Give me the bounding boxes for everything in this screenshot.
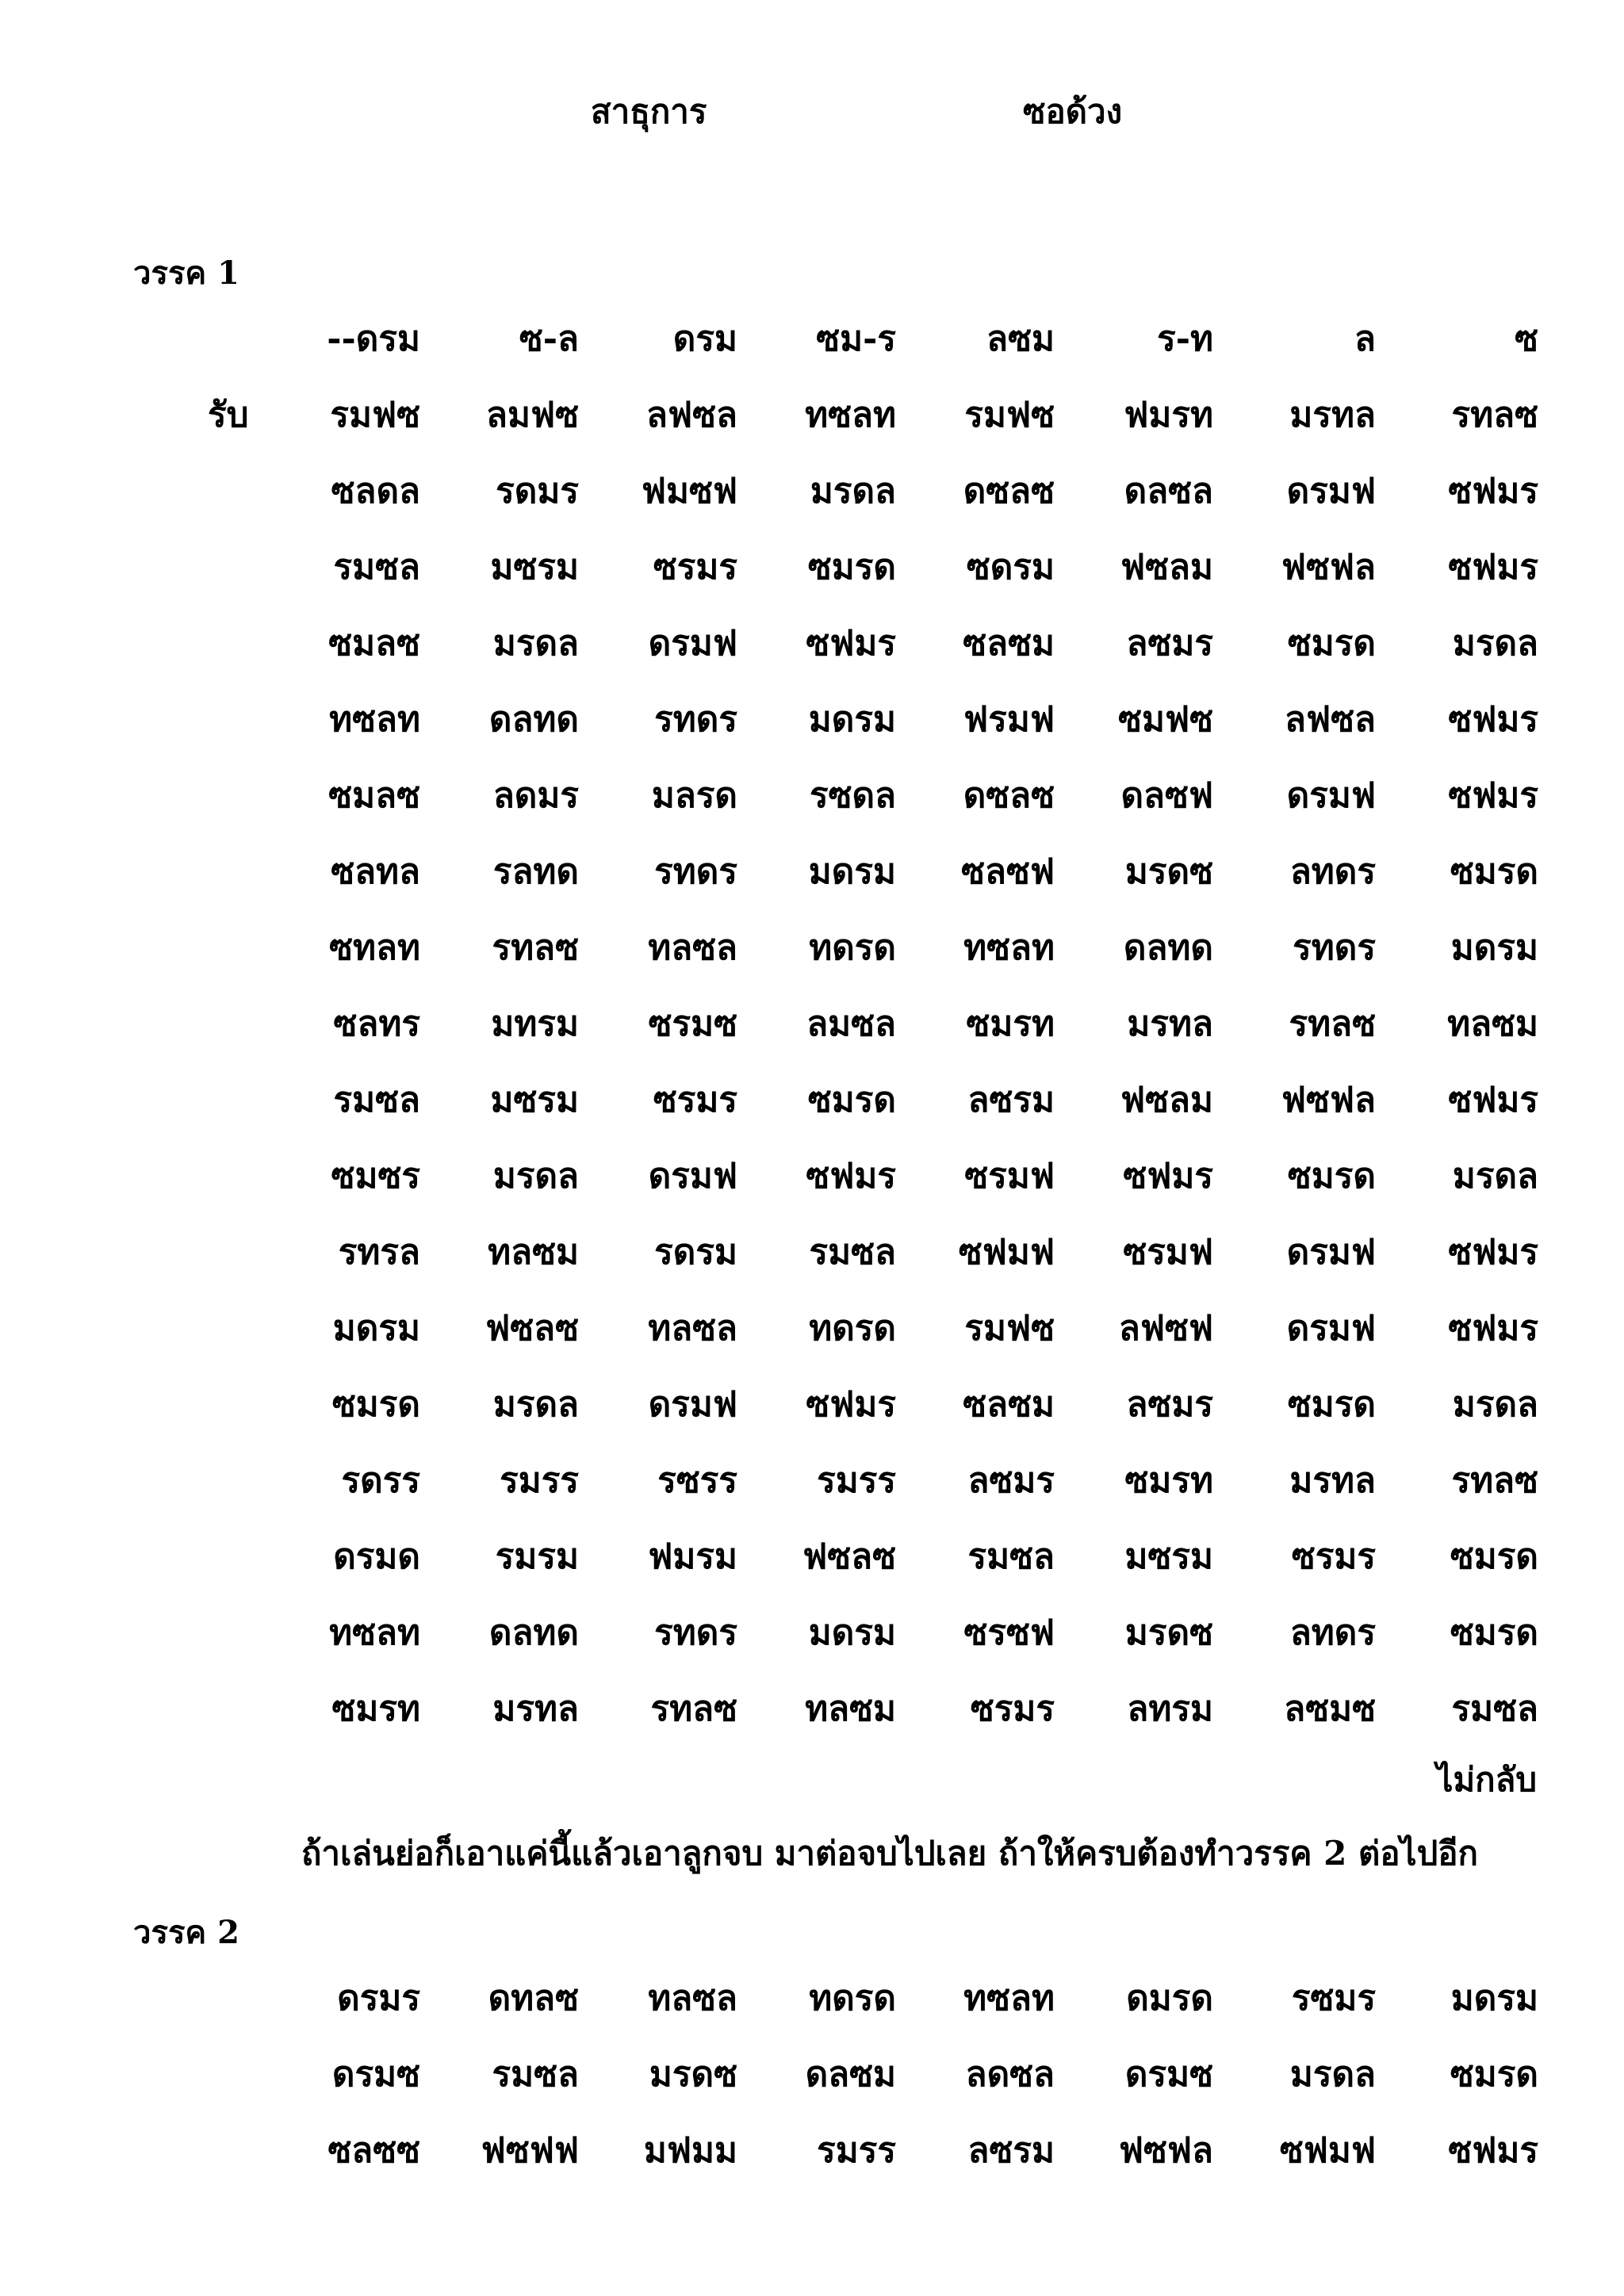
note-group: ลมซล: [806, 1004, 896, 1044]
note-group: ฟซฟฟ: [481, 2130, 579, 2171]
note-group: ฟซลซ: [485, 1308, 579, 1349]
note-group: ลซมร: [1126, 1384, 1213, 1425]
note-group: ดรมฟ: [1286, 1308, 1376, 1349]
notation-row: [0, 1367, 1624, 1443]
note-group: ซดรม: [966, 547, 1055, 587]
note-group: ซฟมร: [1448, 2130, 1538, 2171]
note-group: ดลทด: [1123, 928, 1213, 968]
notation-row: [0, 834, 1624, 910]
note-group: มรทล: [1289, 1460, 1376, 1501]
note-group: ลดมร: [492, 775, 579, 816]
note-group: ฟมรม: [648, 1536, 737, 1577]
note-group: มรทล: [1127, 1004, 1213, 1044]
note-group: มรดล: [810, 471, 896, 511]
note-group: รทลซ: [1451, 395, 1538, 435]
note-group: รทดร: [654, 699, 737, 740]
note-group: รซดล: [809, 775, 896, 816]
notation-row: [0, 986, 1624, 1062]
note-group: รมรร: [817, 1460, 896, 1501]
note-group: ดซลซ: [963, 775, 1055, 816]
notation-row: [0, 1595, 1624, 1671]
note-group: ลดซล: [965, 2054, 1055, 2095]
note-group: ลซม: [986, 319, 1055, 359]
note-group: ลซมซ: [1284, 1689, 1376, 1729]
note-group: ฟรมฟ: [963, 699, 1055, 740]
note-group: รดรม: [654, 1232, 737, 1272]
note-group: ซมรด: [1450, 1613, 1538, 1653]
note-group: ลซรม: [967, 2130, 1055, 2171]
note-group: --ดรม: [327, 319, 420, 359]
note-group: ฟซลม: [1120, 1080, 1213, 1120]
note-group: ดรมฟ: [1286, 1232, 1376, 1272]
note-group: รดรร: [341, 1460, 420, 1501]
note-group: ซลทร: [333, 1004, 420, 1044]
note-group: รมฟซ: [330, 395, 420, 435]
note-group: รทลซ: [650, 1689, 737, 1729]
notation-row: [0, 2113, 1624, 2189]
note-group: ซรซฟ: [963, 1613, 1055, 1653]
note-group: ฟซฟล: [1281, 1080, 1376, 1120]
note-group: ซฟมฟ: [958, 1232, 1055, 1272]
note-group: ทลซม: [1447, 1004, 1538, 1044]
note-group: ทลซล: [648, 1978, 737, 2019]
note-group: ซลซม: [963, 1384, 1055, 1425]
notation-row: [0, 910, 1624, 986]
note-group: ซมรด: [1287, 623, 1376, 664]
note-group: มซรม: [490, 1080, 579, 1120]
note-group: ลทดร: [1289, 1613, 1376, 1653]
note-group: ลซรม: [967, 1080, 1055, 1120]
note-group: ซมรด: [1287, 1384, 1376, 1425]
notation-row: [0, 1215, 1624, 1291]
instruction-note: ถ้าเล่นย่อก็เอาแค่นี้แล้วเอาลูกจบ มาต่อจบไปเลย ถ้าให้ครบต้องทำวรรค 2 ต่อไปอีก: [301, 1834, 1478, 1873]
note-group: ซฟมร: [806, 623, 896, 664]
note-group: ซรมร: [1291, 1536, 1376, 1577]
note-group: ซรมฟ: [1123, 1232, 1213, 1272]
note-group: ฟมซฟ: [641, 471, 737, 511]
note-group: รซรร: [657, 1460, 737, 1501]
note-group: ซมฟซ: [1118, 699, 1213, 740]
note-group: ล: [1354, 319, 1376, 359]
note-group: ลทรม: [1127, 1689, 1213, 1729]
note-group: มรดล: [1452, 623, 1538, 664]
note-group: รทดร: [654, 851, 737, 892]
note-group: มดรม: [808, 699, 896, 740]
note-group: ซมรด: [807, 1080, 896, 1120]
note-group: ซลดล: [331, 471, 420, 511]
note-group: ดรมฟ: [648, 1384, 737, 1425]
note-group: ซรมฟ: [964, 1156, 1055, 1196]
notation-row: [0, 377, 1624, 453]
note-group: มซรม: [490, 547, 579, 587]
notation-row: [0, 1291, 1624, 1367]
note-group: มทรม: [491, 1004, 579, 1044]
notation-row: [0, 301, 1624, 377]
note-group: ดซลซ: [963, 471, 1055, 511]
note-group: มรดล: [1452, 1384, 1538, 1425]
note-group: มลรด: [651, 775, 737, 816]
note-group: ลฟซล: [646, 395, 737, 435]
notation-row: [0, 1062, 1624, 1138]
note-group: ซมรด: [331, 1384, 420, 1425]
note-group: ทซลท: [963, 928, 1055, 968]
note-group: ซมรด: [1287, 1156, 1376, 1196]
note-group: รดมร: [496, 471, 579, 511]
note-group: ทดรด: [809, 928, 896, 968]
note-group: มรดล: [492, 1384, 579, 1425]
note-group: ซมรด: [807, 547, 896, 587]
note-group: ดลซล: [1124, 471, 1213, 511]
notation-row: [0, 1138, 1624, 1215]
note-group: ซฟมร: [1123, 1156, 1213, 1196]
note-group: ทลซล: [648, 1308, 737, 1349]
note-group: ซมรด: [1450, 851, 1538, 892]
note-group: ดรมซ: [1124, 2054, 1213, 2095]
note-group: ซรมร: [653, 547, 737, 587]
note-group: ซ-ล: [519, 319, 579, 359]
note-group: ซลซฟ: [961, 851, 1055, 892]
note-group: รมซล: [1451, 1689, 1538, 1729]
note-group: ทลซม: [805, 1689, 896, 1729]
note-group: ดรม: [672, 319, 737, 359]
note-group: ซมลซ: [328, 775, 420, 816]
note-group: รมฟซ: [964, 1308, 1055, 1349]
notation-row: [0, 1671, 1624, 1747]
section-2-title: วรรค 2: [133, 1914, 239, 1951]
note-group: ทซลท: [329, 1613, 420, 1653]
note-group: ดรมด: [333, 1536, 420, 1577]
note-group: ทดรด: [809, 1308, 896, 1349]
note-group: มฟมม: [643, 2130, 737, 2171]
notation-row: [0, 1519, 1624, 1595]
note-group: ซฟมร: [1448, 1232, 1538, 1272]
notation-row: [0, 1443, 1624, 1519]
notation-row: [0, 453, 1624, 530]
note-group: ซฟมร: [806, 1384, 896, 1425]
note-group: ซลทล: [331, 851, 420, 892]
note-group: มรดซ: [1124, 851, 1213, 892]
note-group: รมรม: [495, 1536, 579, 1577]
notation-row: [0, 682, 1624, 758]
note-group: ซรมร: [653, 1080, 737, 1120]
note-group: ลซมร: [1126, 623, 1213, 664]
page-header: [0, 86, 1624, 149]
note-group: ฟซลม: [1120, 547, 1213, 587]
note-group: รมซล: [967, 1536, 1055, 1577]
note-group: มดรม: [808, 1613, 896, 1653]
note-group: มดรม: [808, 851, 896, 892]
note-group: มรดซ: [649, 2054, 737, 2095]
end-label: ไม่กลับ: [1436, 1760, 1537, 1799]
note-group: ซฟมร: [1448, 1080, 1538, 1120]
note-group: ฟซฟล: [1281, 547, 1376, 587]
note-group: ลซมร: [967, 1460, 1055, 1501]
note-group: รทรล: [338, 1232, 420, 1272]
note-group: ดมรด: [1126, 1978, 1213, 2019]
note-group: ทลซม: [488, 1232, 579, 1272]
note-group: ลทดร: [1289, 851, 1376, 892]
note-group: ดรมฟ: [648, 1156, 737, 1196]
note-group: รมรร: [817, 2130, 896, 2171]
note-group: มซรม: [1124, 1536, 1213, 1577]
note-group: ซฟมร: [1448, 1308, 1538, 1349]
note-group: รมรร: [500, 1460, 579, 1501]
note-group: ดทลซ: [488, 1978, 579, 2019]
note-group: ดรมซ: [331, 2054, 420, 2095]
note-group: ฟซฟล: [1118, 2130, 1213, 2171]
note-group: ลฟซล: [1285, 699, 1376, 740]
section-2-grid: [0, 1961, 1624, 2189]
note-group: ซมซร: [331, 1156, 420, 1196]
note-group: ทซลท: [805, 395, 896, 435]
note-group: รลทด: [492, 851, 579, 892]
note-group: ดรมฟ: [1286, 471, 1376, 511]
note-group: ทลซล: [648, 928, 737, 968]
note-group: ซฟมร: [806, 1156, 896, 1196]
note-group: ซฟมร: [1448, 775, 1538, 816]
notation-row: [0, 1961, 1624, 2037]
note-group: รมซล: [809, 1232, 896, 1272]
note-group: มรดล: [492, 623, 579, 664]
note-group: ซมรท: [331, 1689, 420, 1729]
note-group: ดรมฟ: [648, 623, 737, 664]
note-group: ซฟมร: [1448, 547, 1538, 587]
note-group: รทลซ: [492, 928, 579, 968]
notation-row: [0, 2037, 1624, 2113]
note-group: มรดซ: [1124, 1613, 1213, 1653]
note-group: รมซล: [333, 1080, 420, 1120]
note-group: ซลซม: [963, 623, 1055, 664]
note-group: ซรมซ: [648, 1004, 737, 1044]
note-group: ดรมร: [337, 1978, 420, 2019]
note-group: รมซล: [492, 2054, 579, 2095]
section-1-grid: [0, 301, 1624, 1747]
note-group: ฟซลซ: [802, 1536, 896, 1577]
note-group: ร-ท: [1157, 319, 1213, 359]
instrument-title: ซอด้วง: [1023, 92, 1123, 131]
note-group: ซมรท: [1124, 1460, 1213, 1501]
note-group: รทลซ: [1289, 1004, 1376, 1044]
note-group: ซมรด: [1450, 1536, 1538, 1577]
row-label: รับ: [208, 395, 249, 435]
note-group: ดลทด: [488, 1613, 579, 1653]
note-group: ทซลท: [963, 1978, 1055, 2019]
note-group: ลฟซฟ: [1118, 1308, 1213, 1349]
note-group: ดลทด: [488, 699, 579, 740]
note-group: ลมฟซ: [486, 395, 579, 435]
note-group: ซมลซ: [328, 623, 420, 664]
note-group: ซลซซ: [327, 2130, 420, 2171]
note-group: ซทลท: [329, 928, 420, 968]
song-title: สาธุการ: [591, 92, 707, 131]
note-group: รซมร: [1291, 1978, 1376, 2019]
section-1-title: วรรค 1: [133, 254, 239, 292]
note-group: รทดร: [1293, 928, 1376, 968]
note-group: รทลซ: [1451, 1460, 1538, 1501]
note-group: มดรม: [332, 1308, 420, 1349]
note-group: มดรม: [1450, 928, 1538, 968]
note-group: ซฟมฟ: [1279, 2130, 1376, 2171]
note-group: มรดล: [492, 1156, 579, 1196]
note-group: รมซล: [333, 547, 420, 587]
note-group: รทดร: [654, 1613, 737, 1653]
note-group: ซฟมร: [1448, 699, 1538, 740]
note-group: ซฟมร: [1448, 471, 1538, 511]
note-group: มดรม: [1450, 1978, 1538, 2019]
note-group: ดลซม: [805, 2054, 896, 2095]
notation-row: [0, 530, 1624, 606]
notation-row: [0, 606, 1624, 682]
note-group: ดลซฟ: [1120, 775, 1213, 816]
note-group: ซมรด: [1450, 2054, 1538, 2095]
notation-row: [0, 758, 1624, 834]
note-group: มรดล: [1289, 2054, 1376, 2095]
note-group: ทดรด: [809, 1978, 896, 2019]
note-group: มรทล: [1289, 395, 1376, 435]
note-group: มรดล: [1452, 1156, 1538, 1196]
note-group: ฟมรท: [1124, 395, 1213, 435]
note-group: ซ: [1515, 319, 1538, 359]
note-group: รมฟซ: [964, 395, 1055, 435]
note-group: ซมรท: [966, 1004, 1055, 1044]
note-group: ซรมร: [970, 1689, 1055, 1729]
note-group: มรทล: [492, 1689, 579, 1729]
note-group: ซม-ร: [816, 319, 896, 359]
note-group: ทซลท: [329, 699, 420, 740]
note-group: ดรมฟ: [1286, 775, 1376, 816]
